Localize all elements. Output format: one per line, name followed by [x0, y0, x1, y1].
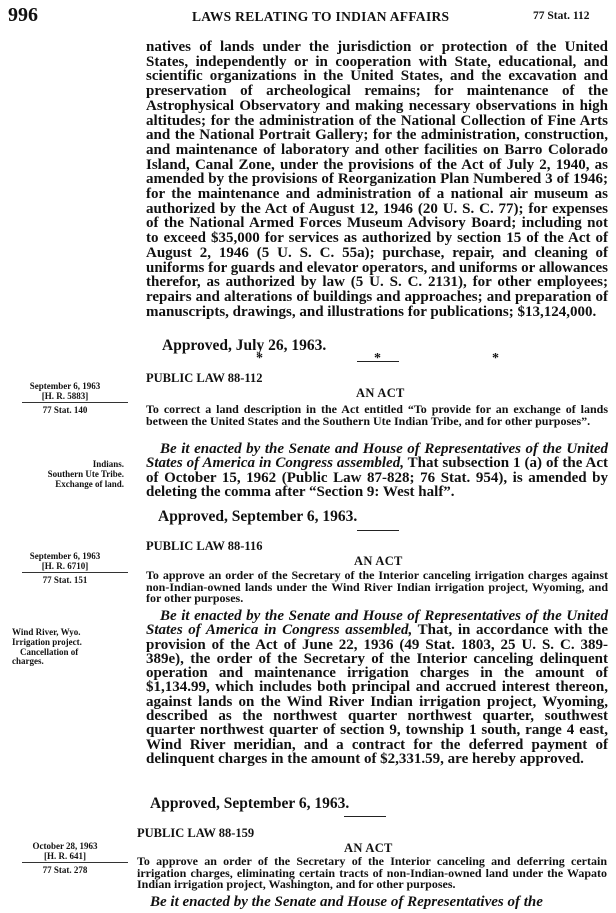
act-title: To correct a land description in the Act entitled “To provide for an exchange of lands between the United States and the Southern Ute Indian Tribe, and for other purposes”.	[146, 402, 608, 428]
page-number: 996	[8, 4, 38, 26]
star-3: *	[492, 351, 499, 366]
divider-rule	[357, 530, 399, 531]
public-law-heading: PUBLIC LAW 88-112	[146, 371, 263, 385]
margin-note: Indians.	[92, 459, 124, 469]
public-law-heading: PUBLIC LAW 88-159	[137, 826, 255, 840]
enacting-text: That, in accordance with the provision of the Act of June 22, 1936 (49 Stat. 1803, 25 U. S. C. 389-389e), the order of the Secretary of the Interior canceling delinquent operation and maintenance irrigation charges in the amount of $1,134.99, which includes both principal and accrued interest thereon, against lands on the Wind River Indian irrigation project, Wyoming, described as the northwest quarter northwest quarter, southwest quarter northwest quarter of section 9, township 1 south, range 4 east, Wind River meridian, and a contract for the deferred payment of delinquent charges in the amount of $2,331.59, are hereby approved.	[146, 622, 608, 767]
approved-line: Approved, September 6, 1963.	[158, 508, 358, 525]
public-law-heading: PUBLIC LAW 88-116	[146, 539, 263, 553]
margin-citation	[0, 841, 130, 861]
margin-date: October 28, 1963	[32, 841, 98, 851]
enacting-clause	[150, 895, 608, 909]
margin-bill: [H. R. 5883]	[41, 391, 89, 401]
continued-paragraph: natives of lands under the jurisdiction or protection of the United States, independently or in cooperation with State, educational, and scientific organizations in the United States, and the excavation and preservation of archeological remains; for maintenance of the Astrophysical Observatory and making necessary observations in high altitudes; for the administration of the National Collection of Fine Arts and the National Portrait Gallery; for the administration, construction, and maintenance of laboratory and other facilities on Barro Colorado Island, Canal Zone, under the provisions of the Act of July 2, 1940, as amended by the provisions of Reorganization Plan Numbered 3 of 1946; for the maintenance and administration of a national air museum as authorized by the Act of August 12, 1946 (20 U. S. C. 77); for expenses of the National Armed Forces Museum Advisory Board; including not to exceed $35,000 for services as authorized by section 15 of the Act of August 2, 1946 (5 U. S. C. 55a); purchase, repair, and cleaning of uniforms for guards and elevator operators, and uniforms or allowances therefor, as authorized by law (5 U. S. C. 2131), for other employees; repairs and alterations of buildings and approaches; and preparation of manuscripts, drawings, and illustrations for publications; $13,124,000.	[146, 39, 608, 320]
continued-text	[146, 40, 608, 319]
margin-note: Irrigation project.	[12, 636, 82, 647]
margin-bill: [H. R. 641]	[44, 851, 86, 861]
an-act-heading: AN ACT	[356, 386, 405, 400]
enacting-formula: Be it enacted by the Senate and House of Representatives of the	[150, 895, 543, 910]
star-1: *	[256, 351, 263, 366]
an-act-heading: AN ACT	[344, 841, 393, 855]
margin-date: September 6, 1963	[29, 551, 101, 561]
margin-rule	[22, 402, 128, 403]
margin-note: Southern Ute Tribe.	[47, 468, 124, 479]
margin-notes	[12, 628, 144, 667]
an-act-heading: AN ACT	[354, 554, 403, 568]
approved-line: Approved, September 6, 1963.	[150, 795, 350, 812]
margin-note: charges.	[12, 656, 44, 667]
margin-stat: 77 Stat. 278	[42, 865, 88, 875]
margin-note: Wind River, Wyo.	[12, 627, 81, 637]
enacting-text: That subsection 1 (a) of the Act of October 15, 1962 (Public Law 87-828; 76 Stat. 954), is amended by deleting the comma after “Section 9: West half”.	[146, 455, 608, 500]
star-2: *	[374, 351, 381, 366]
margin-notes	[0, 460, 124, 489]
divider-rule	[344, 816, 386, 817]
margin-citation	[0, 381, 130, 401]
enacting-formula: Be it enacted by the Senate and House of Representatives of the United States of America in Congress assembled,	[146, 608, 608, 639]
enacting-clause	[146, 609, 608, 766]
margin-bill: [H. R. 6710]	[41, 561, 89, 571]
margin-stat: 77 Stat. 151	[42, 575, 88, 585]
margin-note: Cancellation of	[20, 646, 79, 657]
enacting-formula: Be it enacted by the Senate and House of Representatives of the United States of America in Congress assembled,	[146, 441, 608, 472]
margin-stat: 77 Stat. 140	[42, 405, 88, 415]
margin-rule	[22, 572, 128, 573]
margin-date: September 6, 1963	[29, 381, 101, 391]
enacting-clause	[146, 442, 608, 499]
approved-line: Approved, July 26, 1963.	[162, 337, 327, 354]
divider-rule	[357, 361, 399, 362]
act-title: To approve an order of the Secretary of the Interior canceling irrigation charges against non-Indian-owned lands under the Wind River Indian irrigation project, Wyoming, and for other purposes.	[146, 568, 608, 605]
margin-rule	[22, 862, 128, 863]
margin-citation	[0, 551, 130, 571]
margin-note: Exchange of land.	[55, 478, 124, 489]
running-head: LAWS RELATING TO INDIAN AFFAIRS	[192, 9, 450, 24]
statute-reference: 77 Stat. 112	[533, 10, 590, 22]
act-title: To approve an order of the Secretary of the Interior canceling and deferring certain irrigation charges, eliminating certain tracts of non-Indian-owned land under the Wapato Indian irrigation project, Washington, and for other purposes.	[137, 854, 607, 891]
